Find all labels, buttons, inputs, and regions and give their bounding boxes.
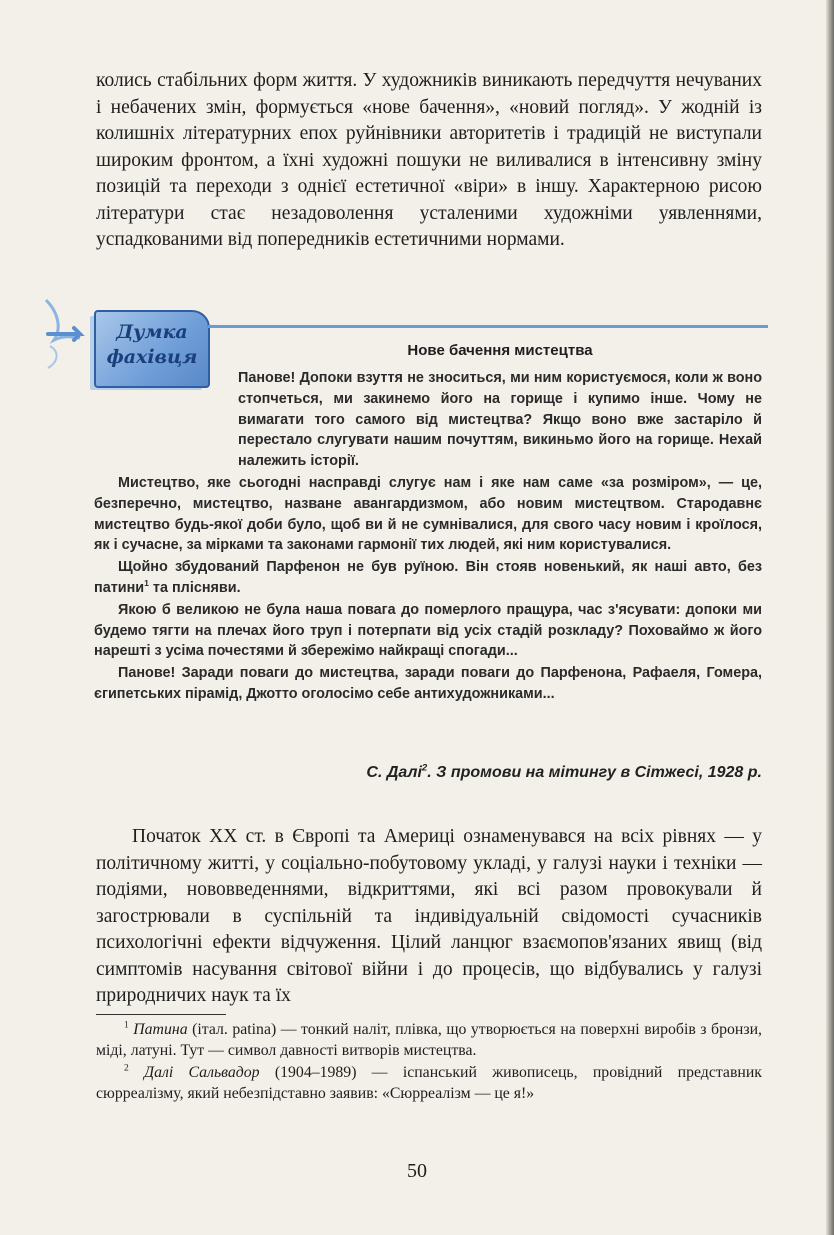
quote-paragraph-text: Щойно збудований Парфенон не був руїною. Він стояв новенький, як наші авто, без патини <box>94 559 762 596</box>
footnote-ref-1: 1 <box>144 578 149 589</box>
footnote-ref-2: 2 <box>421 762 428 774</box>
footnote-text: (італ. patina) — тонкий наліт, плівка, що утворюється на поверхні виробів з бронзи, міді, латуні. Тут — символ давності витворів мистецтва. <box>96 1021 762 1059</box>
quote-body <box>94 368 762 706</box>
footnotes <box>96 1020 762 1104</box>
page-number: 50 <box>407 1160 427 1182</box>
quote-paragraph <box>94 557 762 599</box>
source-text: . З промови на мітингу в Сітжесі, 1928 р. <box>427 764 762 781</box>
quote-paragraph: Якою б великою не була наша повага до померлого пращура, час з'ясувати: допоки ми будемо тягти на плечах його труп і потерпати від усіх стадій розкладу? Поховаймо ж його нарешті з усіма почестями й збережімо найкращі спогади... <box>94 601 762 660</box>
page-edge-shadow <box>826 0 834 1235</box>
badge-line-1: Думка <box>116 321 188 343</box>
footnote-mark: 1 <box>124 1020 129 1031</box>
footnote-text: (1904–1989) — іспанський живописець, провідний представник сюрреалізму, який небезпідставно заявив: «Сюрреалізм — це я!» <box>96 1064 762 1102</box>
top-paragraph: колись стабільних форм життя. У художників виникають передчуття нечуваних і небачених змін, формується «нове бачення», «новий погляд». У жодній із колишніх літературних епох руйнівники авторитетів і традицій не виступали широким фронтом, а їхні художні пошуки не виливалися в інтенсивну зміну позицій та переходи з однієї естетичної «віри» в іншу. Характерною рисою літератури стає незадоволення усталеними художніми уявленнями, успадкованими від попередників естетичними нормами. <box>96 70 762 250</box>
main-paragraph: Початок XX ст. в Європі та Америці ознаменувався на всіх рівнях — у політичному житті, у соціально-побутовому укладі, у галузі науки і техніки — подіями, нововведеннями, відкриттями, які всі разом провокували й загострювали в суспільній та індивідуальній свідомості сучасників психологічні ефекти відчуження. Цілий ланцюг взаємопов'язаних явищ (від симптомів насування світової війни і до процесів, що відбувались у галузі природничих наук та їх <box>96 826 762 1006</box>
section-rule <box>208 325 768 328</box>
quote-paragraph: Панове! Допоки взуття не зноситься, ми ним користуємося, коли ж воно стопчеться, ми закинемо його на горище і купимо інше. Чому не вимагати того самого від мистецтва? Якщо воно вже застаріло й перестало слугувати нашим почуттям, викиньмо його на горище. Нехай належить історії. <box>238 370 762 470</box>
quote-title: Нове бачення мистецтва <box>407 342 593 359</box>
footnote-mark: 2 <box>124 1063 129 1074</box>
badge-line-2: фахівця <box>106 346 198 368</box>
quote-paragraph: Панове! Заради поваги до мистецтва, заради поваги до Парфенона, Рафаеля, Гомера, єгипетських пірамід, Джотто оголосімо себе антихудожниками... <box>94 665 762 702</box>
footnote-term: Патина <box>133 1021 188 1038</box>
quote-attribution <box>300 764 762 782</box>
quote-paragraph: Мистецтво, яке сьогодні насправді слугує нам і яке нам саме «за розміром», — це, безперечно, мистецтво, назване авангардизмом, або новим мистецтвом. Стародавнє мистецтво будь-якої доби було, щоб ви й не сумнівалися, для свого часу новим і кроїлося, як і сучасне, за мірками та законами гармонії тих людей, які ним користувалися. <box>94 474 762 554</box>
author-name: С. Далі <box>366 764 422 781</box>
quote-paragraph-tail: та плісняви. <box>148 579 241 596</box>
footnote-divider <box>96 1014 226 1015</box>
arrow-icon <box>40 292 100 372</box>
footnote-2 <box>96 1063 762 1104</box>
footnote-term: Далі Сальвадор <box>144 1064 260 1081</box>
footnote-1 <box>96 1020 762 1061</box>
